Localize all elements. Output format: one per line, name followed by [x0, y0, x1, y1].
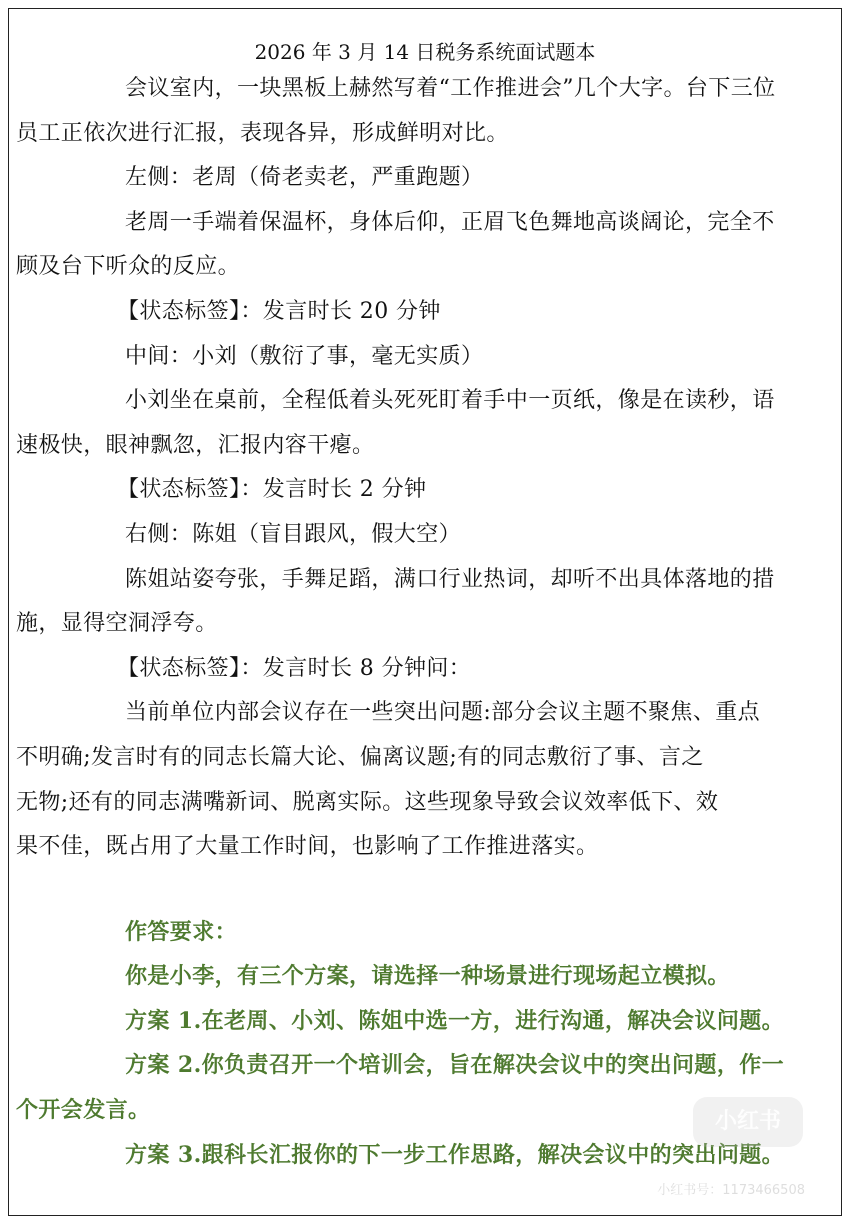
option-3: 方案 3.跟科长汇报你的下一步工作思路，解决会议中的突出问题。: [125, 1141, 785, 1168]
left-person-heading: 左侧：老周（倚老卖老，严重跑题）: [125, 165, 484, 191]
option-2-continued: 个开会发言。: [16, 1097, 151, 1124]
scenario-line: 老周一手端着保温杯，身体后仰，正眉飞色舞地高谈阔论，完全不: [125, 209, 775, 235]
scenario-line: 陈姐站姿夸张，手舞足蹈，满口行业热词，却听不出具体落地的措: [125, 566, 775, 592]
requirements-heading: 作答要求：: [125, 918, 238, 945]
right-person-heading: 右侧：陈姐（盲目跟风，假大空）: [125, 521, 462, 547]
watermark-id: 小红书号：1173466508: [657, 1183, 805, 1198]
status-tag-line: 【状态标签】：发言时长 20 分钟: [117, 298, 441, 324]
watermark-logo: 小红书: [693, 1097, 803, 1147]
status-tag-line: 【状态标签】：发言时长 2 分钟: [117, 477, 427, 503]
document-title: 2026 年 3 月 14 日税务系统面试题本: [254, 40, 596, 64]
scenario-body: [9, 67, 841, 1177]
option-1: 方案 1.在老周、小刘、陈姐中选一方，进行沟通，解决会议问题。: [125, 1007, 785, 1034]
scenario-line: 速极快，眼神飘忽，汇报内容干瘪。: [16, 432, 375, 458]
scenario-line: 小刘坐在桌前，全程低着头死死盯着手中一页纸，像是在读秒，语: [125, 388, 775, 414]
question-line: 果不佳，既占用了大量工作时间，也影响了工作推进落实。: [16, 834, 599, 860]
requirement-line: 你是小李，有三个方案，请选择一种场景进行现场起立模拟。: [125, 963, 730, 990]
question-line: 无物;还有的同志满嘴新词、脱离实际。这些现象导致会议效率低下、效: [16, 789, 719, 815]
question-line: 当前单位内部会议存在一些突出问题:部分会议主题不聚焦、重点: [125, 700, 761, 726]
scenario-line: 顾及台下听众的反应。: [16, 254, 241, 280]
document-page: [8, 8, 842, 1216]
scenario-line: 员工正依次进行汇报，表现各异，形成鲜明对比。: [16, 120, 509, 146]
question-line: 不明确;发言时有的同志长篇大论、偏离议题;有的同志敷衍了事、言之: [16, 744, 704, 770]
option-2: 方案 2.你负责召开一个培训会，旨在解决会议中的突出问题，作一: [125, 1052, 785, 1079]
scenario-line: 施，显得空洞浮夸。: [16, 611, 218, 637]
middle-person-heading: 中间：小刘（敷衍了事，毫无实质）: [125, 343, 484, 369]
status-tag-line: 【状态标签】：发言时长 8 分钟问：: [117, 655, 472, 681]
scenario-line: 会议室内，一块黑板上赫然写着“工作推进会”几个大字。台下三位: [125, 76, 776, 101]
